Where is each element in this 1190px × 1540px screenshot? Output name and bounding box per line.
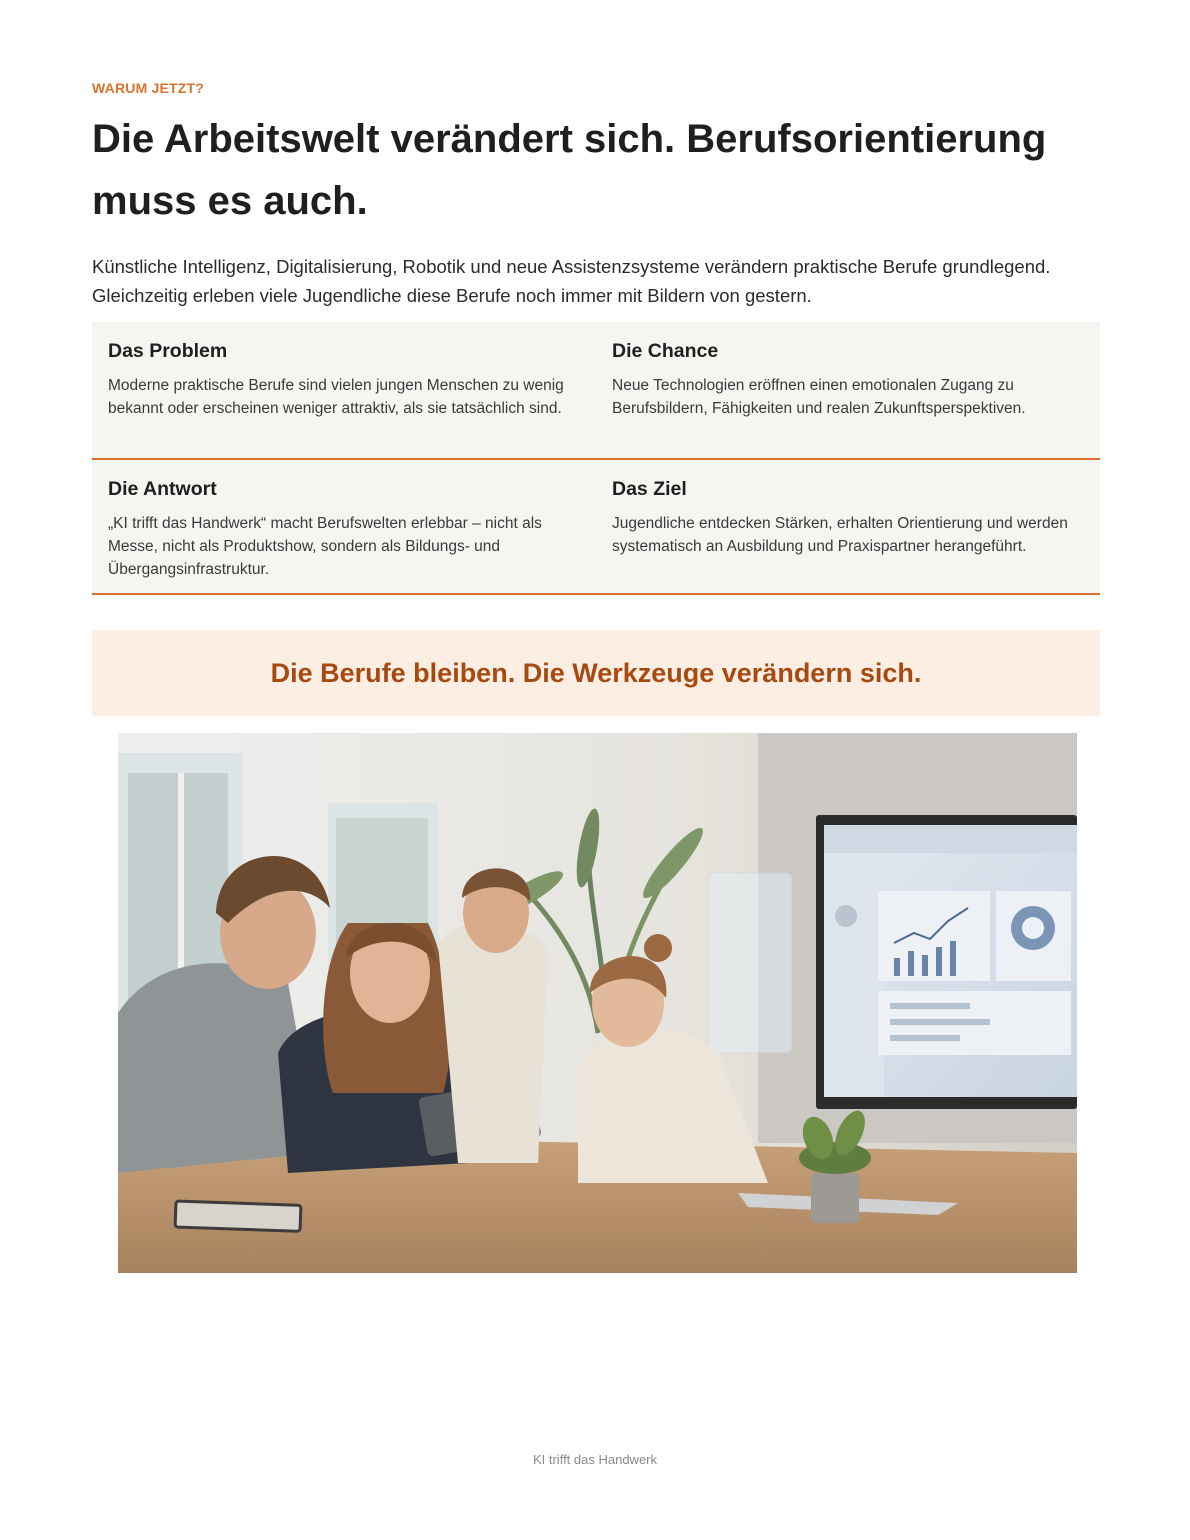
intro-paragraph: Künstliche Intelligenz, Digitalisierung, Robotik und neue Assistenzsysteme verändern praktische Berufe grundlegend. Gleichzeitig erleben viele Jugendliche diese Berufe noch immer mit Bildern von gestern. xyxy=(92,256,1051,306)
card-answer xyxy=(92,460,596,593)
page-title: Die Arbeitswelt verändert sich. Berufsorientierung muss es auch. xyxy=(92,117,1047,223)
tagline-text: Die Berufe bleiben. Die Werkzeuge verändern sich. xyxy=(270,657,922,688)
card-text: Moderne praktische Berufe sind vielen jungen Menschen zu wenig bekannt oder erscheinen weniger attraktiv, als sie tatsächlich sind. xyxy=(108,377,564,417)
card-chance xyxy=(596,322,1100,458)
card-text: Jugendliche entdecken Stärken, erhalten Orientierung und werden systematisch an Ausbildung und Praxispartner herangeführt. xyxy=(612,515,1068,555)
section-eyebrow: WARUM JETZT? xyxy=(92,80,205,96)
card-text: Neue Technologien eröffnen einen emotionalen Zugang zu Berufsbildern, Fähigkeiten und realen Zukunftsperspektiven. xyxy=(612,377,1026,417)
info-grid-row xyxy=(92,322,1100,460)
photo-illustration xyxy=(118,733,1077,1273)
card-title: Die Chance xyxy=(612,340,719,362)
card-problem xyxy=(92,322,596,458)
info-grid xyxy=(92,322,1100,595)
tagline-banner xyxy=(92,630,1100,716)
card-goal xyxy=(596,460,1100,593)
holo-panel xyxy=(708,873,792,1053)
card-title: Die Antwort xyxy=(108,478,217,500)
notebook xyxy=(175,1201,301,1231)
card-title: Das Ziel xyxy=(612,478,687,500)
card-title: Das Problem xyxy=(108,340,228,362)
info-grid-row xyxy=(92,460,1100,595)
wall-screen xyxy=(816,815,1077,1109)
footer-text: KI trifft das Handwerk xyxy=(532,1452,658,1467)
students-with-tablet-photo xyxy=(118,733,1077,1273)
card-text: „KI trifft das Handwerk“ macht Berufswelten erlebbar – nicht als Messe, nicht als Produktshow, sondern als Bildungs- und Übergangsinfrastruktur. xyxy=(108,515,542,578)
